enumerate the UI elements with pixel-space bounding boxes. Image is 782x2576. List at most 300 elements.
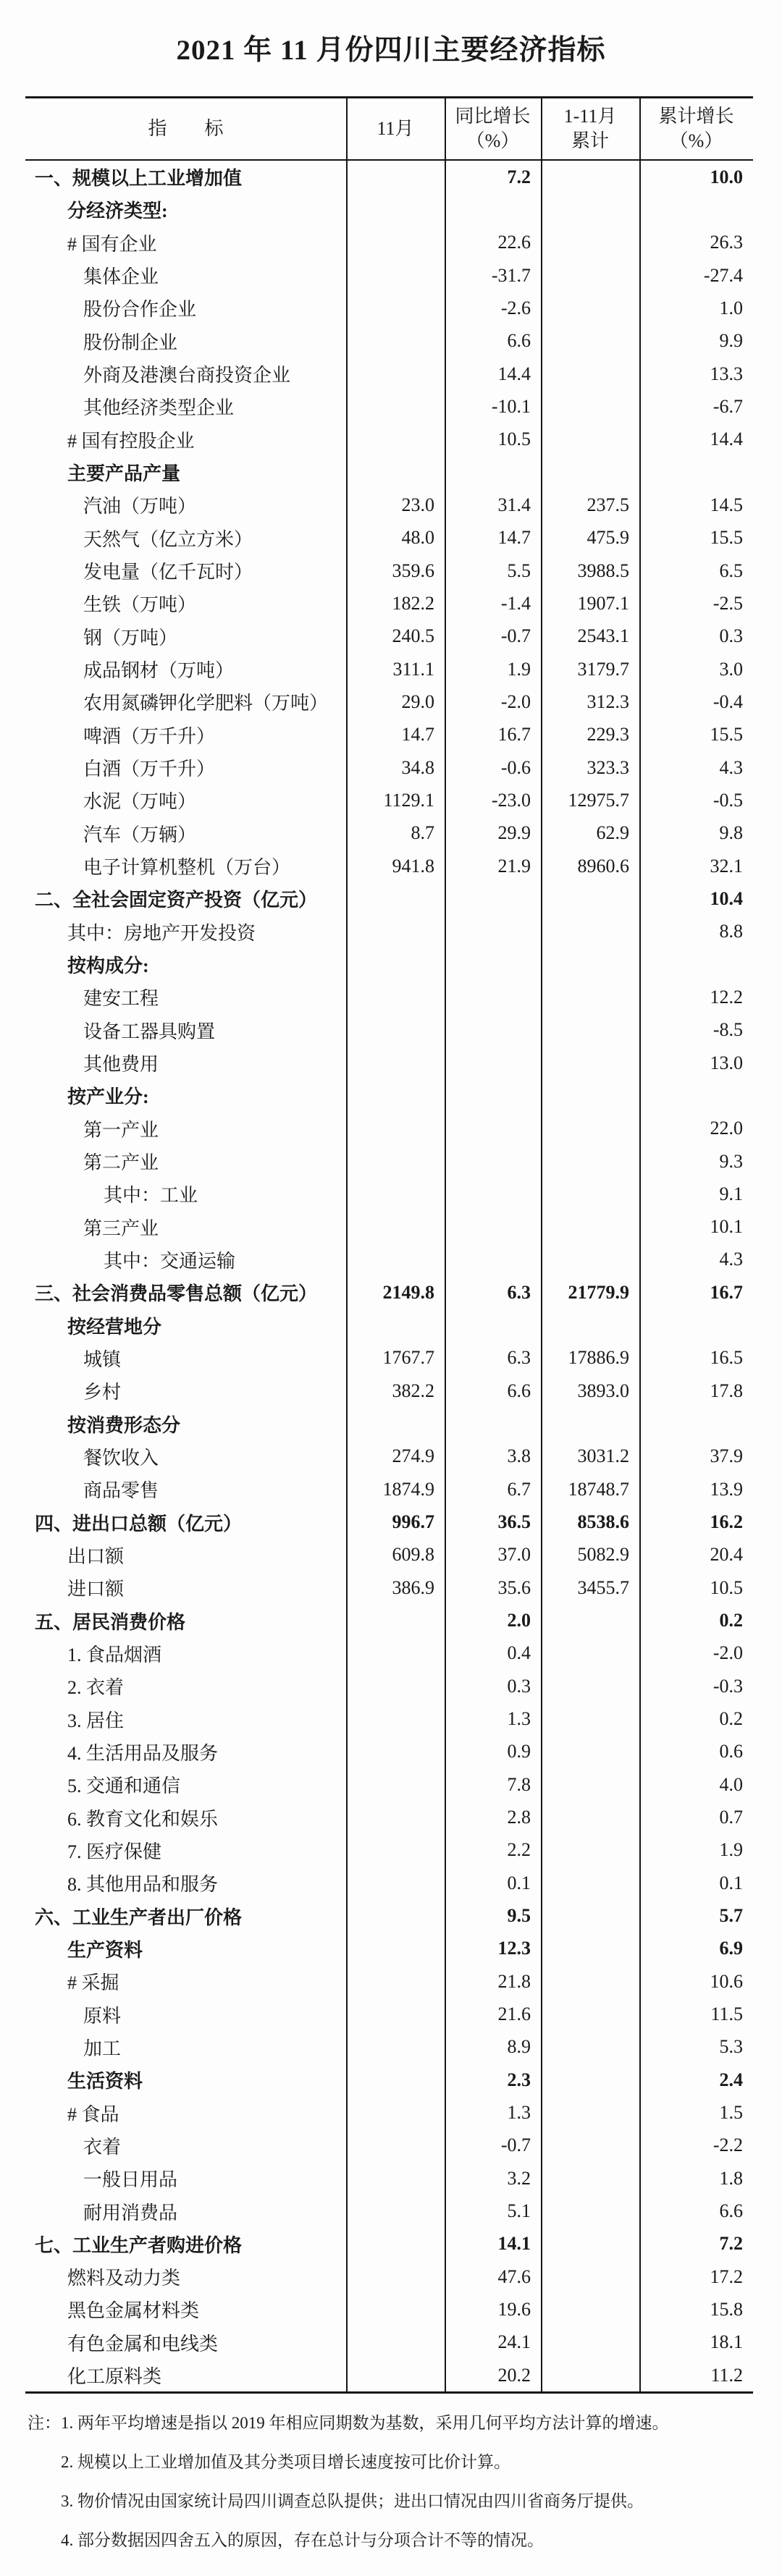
row-label: 水泥（万吨） [83,791,197,813]
cell-cumulative-growth: -0.5 [712,789,743,811]
row-label: 外商及港澳台商投资企业 [83,365,291,387]
row-label: 加工 [83,2037,122,2059]
header-cumulative-growth [639,98,753,159]
row-label: 化工原料类 [67,2366,162,2388]
cell-cumulative-growth: 11.2 [710,2364,743,2386]
table-row [25,916,753,948]
row-label: 有色金属和电线类 [67,2333,219,2355]
table-row [25,1276,753,1309]
row-label: 按经营地分 [67,1316,162,1338]
header-cum-line1: 1-11月 [563,106,617,127]
column-divider [445,98,446,2391]
cell-yoy-growth: 6.6 [507,330,531,352]
table-row [25,1867,753,1899]
table-row [25,981,753,1013]
table-row [25,2359,753,2391]
cell-cumulative-growth: 9.1 [719,1183,743,1204]
cell-yoy-growth: 6.6 [507,1380,531,1401]
cell-month-value: 240.5 [392,625,434,647]
table-row [25,1112,753,1145]
cell-yoy-growth: 8.9 [507,2036,531,2058]
row-label: 四、进出口总额（亿元） [35,1513,243,1534]
cell-cumulative-value: 21779.9 [568,1281,629,1303]
cell-cumulative-value: 3988.5 [577,559,629,581]
cell-cumulative-value: 3455.7 [577,1576,629,1598]
row-label: 乡村 [83,1382,122,1403]
row-label: 分经济类型: [67,200,168,222]
row-label: 4. 生活用品及服务 [67,1742,219,1764]
cell-yoy-growth: 36.5 [497,1511,531,1533]
row-label: 电子计算机整机（万台） [83,857,291,879]
footnote-prefix: 注： [28,2414,61,2433]
row-label: 按消费形态分 [67,1414,181,1436]
table-row [25,1604,753,1637]
row-label: 啤酒（万千升） [83,725,216,747]
header-cum-line2: 累计 [571,130,609,151]
cell-month-value: 996.7 [392,1511,434,1533]
cell-yoy-growth: 10.5 [497,428,531,450]
table-row [25,1211,753,1243]
cell-yoy-growth: 6.3 [507,1281,531,1303]
table-row [25,2031,753,2064]
cell-cumulative-value: 475.9 [586,527,629,549]
table-row [25,2293,753,2326]
row-label: 三、社会消费品零售总额（亿元） [35,1283,318,1305]
table-row [25,1965,753,1998]
cell-cumulative-growth: -2.5 [712,592,743,614]
cell-cumulative-growth: 14.5 [710,494,743,515]
table-row [25,751,753,784]
table-row [25,522,753,554]
header-yoy-line2: （%） [466,130,520,151]
row-label: 钢（万吨） [83,627,178,649]
cell-cumulative-value: 312.3 [586,691,629,712]
cell-yoy-growth: -31.7 [491,264,531,286]
cell-yoy-growth: 21.6 [497,2003,531,2025]
cell-cumulative-growth: 4.3 [719,1249,743,1270]
cell-cumulative-growth: -2.0 [712,1642,743,1664]
cell-cumulative-value: 229.3 [586,724,629,746]
cell-cumulative-growth: 10.1 [710,1216,743,1238]
table-row [25,2129,753,2162]
footnotes [28,2404,753,2560]
cell-month-value: 1767.7 [382,1347,434,1369]
table-row [25,390,753,423]
row-label: 餐饮收入 [83,1447,159,1469]
row-label: 六、工业生产者出厂价格 [35,1906,243,1928]
cell-cumulative-growth: 4.3 [719,756,743,778]
table-row [25,1702,753,1735]
cell-cumulative-growth: 10.6 [710,1970,743,1992]
cell-yoy-growth: -0.7 [500,2134,531,2156]
header-month-label: 11月 [377,118,414,139]
cell-cumulative-growth: 7.2 [719,2233,743,2255]
cell-month-value: 386.9 [392,1576,434,1598]
row-label: 其中：房地产开发投资 [67,922,256,944]
cell-cumulative-growth: 9.3 [719,1150,743,1172]
row-label: 生产资料 [67,1939,143,1961]
cell-cumulative-growth: 9.8 [719,822,743,844]
cell-cumulative-value: 8538.6 [577,1511,629,1533]
row-label: 集体企业 [83,266,159,288]
row-label: 按构成分: [67,955,149,977]
table-row [25,1145,753,1178]
cell-cumulative-growth: 5.3 [719,2036,743,2058]
row-label: 3. 居住 [67,1710,125,1731]
cell-cumulative-value: 3179.7 [577,658,629,680]
table-row [25,423,753,456]
cell-month-value: 359.6 [392,559,434,581]
table-row [25,358,753,390]
cell-cumulative-growth: 17.2 [710,2265,743,2287]
table-row [25,2162,753,2195]
cell-yoy-growth: 5.5 [507,559,531,581]
table-header [25,98,753,161]
cell-yoy-growth: 3.8 [507,1445,531,1467]
cell-cumulative-growth: 16.2 [710,1511,743,1533]
cell-cumulative-growth: 1.9 [719,1839,743,1861]
row-label: 股份制企业 [83,331,178,353]
cell-cumulative-growth: 5.7 [719,1905,743,1927]
table-row [25,1670,753,1702]
indicators-table [25,96,753,2394]
cell-yoy-growth: -0.7 [500,625,531,647]
row-label: 汽油（万吨） [83,496,197,518]
table-row [25,817,753,850]
cell-cumulative-growth: 6.5 [719,559,743,581]
row-label: # 采掘 [67,1972,119,1994]
footnote-text: 3. 物价情况由国家统计局四川调查总队提供；进出口情况由四川省商务厅提供。 [61,2492,644,2511]
cell-cumulative-growth: 11.5 [710,2003,743,2025]
table-row [25,1178,753,1210]
cell-yoy-growth: 2.3 [507,2069,531,2090]
cell-month-value: 274.9 [392,1445,434,1467]
table-row [25,2228,753,2260]
cell-cumulative-growth: 9.9 [719,330,743,352]
cell-cumulative-growth: 16.7 [710,1281,743,1303]
row-label: 原料 [83,2005,122,2027]
cell-yoy-growth: 14.7 [497,527,531,549]
row-label: 5. 交通和通信 [67,1775,181,1797]
row-label: 城镇 [83,1348,122,1370]
header-indicator-label: 指 标 [148,118,224,139]
row-label: # 国有控股企业 [67,430,195,452]
row-label: 设备工器具购置 [83,1021,216,1042]
table-row [25,882,753,915]
cell-cumulative-growth: 17.8 [710,1380,743,1401]
row-label: 7. 医疗保健 [67,1841,162,1862]
table-row [25,620,753,653]
cell-yoy-growth: 2.2 [507,1839,531,1861]
cell-month-value: 8.7 [411,822,434,844]
row-label: 其他经济类型企业 [83,397,235,419]
cell-cumulative-growth: 0.2 [719,1610,743,1631]
row-label: 一般日用品 [83,2169,178,2191]
cell-yoy-growth: 35.6 [497,1576,531,1598]
cell-cumulative-growth: 12.2 [710,986,743,1008]
row-label: 其中：工业 [104,1185,198,1207]
cell-month-value: 941.8 [392,855,434,877]
row-label: 发电量（亿千瓦时） [83,562,253,583]
row-label: 主要产品产量 [67,463,181,485]
cell-month-value: 382.2 [392,1380,434,1401]
table-row [25,554,753,587]
table-row [25,1899,753,1932]
row-label: 第三产业 [83,1217,159,1239]
cell-month-value: 48.0 [401,527,434,549]
cell-cumulative-value: 12975.7 [568,789,629,811]
row-label: 6. 教育文化和娱乐 [67,1808,219,1830]
cell-yoy-growth: 5.1 [507,2200,531,2221]
table-row [25,161,753,193]
cell-yoy-growth: 2.8 [507,1807,531,1828]
cell-yoy-growth: 20.2 [497,2364,531,2386]
cell-yoy-growth: 24.1 [497,2331,531,2353]
table-row [25,1834,753,1867]
cell-yoy-growth: 31.4 [497,494,531,515]
cell-cumulative-growth: 1.8 [719,2167,743,2189]
cell-cumulative-growth: 13.9 [710,1478,743,1500]
cell-cumulative-growth: 32.1 [710,855,743,877]
row-label: 建安工程 [83,988,159,1010]
table-row [25,456,753,489]
cell-month-value: 1129.1 [383,789,434,811]
row-label: 8. 其他用品和服务 [67,1874,219,1896]
cell-cumulative-growth: -0.3 [712,1675,743,1697]
cell-cumulative-value: 17886.9 [568,1347,629,1369]
header-yoy-growth [445,98,541,159]
row-label: 1. 食品烟酒 [67,1644,162,1665]
table-row [25,1407,753,1440]
table-row [25,850,753,882]
table-row [25,719,753,751]
cell-month-value: 311.1 [392,658,434,680]
cell-cumulative-value: 237.5 [586,494,629,515]
cell-cumulative-growth: 37.9 [710,1445,743,1467]
table-row [25,2326,753,2359]
table-row [25,1637,753,1670]
row-label: 黑色金属材料类 [67,2300,200,2322]
cell-cumulative-growth: 1.0 [719,297,743,318]
table-row [25,948,753,981]
row-label: 燃料及动力类 [67,2268,181,2289]
cell-cumulative-growth: 10.5 [710,1576,743,1598]
cell-cumulative-growth: 16.5 [710,1347,743,1369]
cell-yoy-growth: 0.3 [507,1675,531,1697]
header-month [346,98,445,159]
row-label: 二、全社会固定资产投资（亿元） [35,890,318,911]
cell-yoy-growth: 21.8 [497,1970,531,1992]
row-label: 第一产业 [83,1119,159,1141]
cell-cumulative-growth: 26.3 [710,232,743,253]
cell-cumulative-growth: 3.0 [719,658,743,680]
footnote-line [28,2482,753,2521]
row-label: 生铁（万吨） [83,594,197,616]
cell-yoy-growth: -2.0 [500,691,531,712]
table-row [25,1998,753,2030]
row-label: 第二产业 [83,1152,159,1173]
cell-yoy-growth: 6.7 [507,1478,531,1500]
cell-cumulative-growth: 2.4 [719,2069,743,2090]
row-label: 2. 衣着 [67,1677,125,1699]
cell-cumulative-growth: -0.4 [712,691,743,712]
table-row [25,1539,753,1571]
cell-cumulative-growth: 6.6 [719,2200,743,2221]
cell-month-value: 29.0 [401,691,434,712]
table-row [25,292,753,324]
cell-cumulative-growth: 0.6 [719,1741,743,1762]
cell-cumulative-growth: 15.8 [710,2298,743,2320]
table-row [25,2195,753,2227]
cell-cumulative-growth: 13.0 [710,1052,743,1073]
cell-cumulative-growth: 8.8 [719,921,743,942]
table-row [25,587,753,620]
table-row [25,784,753,816]
row-label: 按产业分: [67,1086,149,1108]
cell-yoy-growth: 6.3 [507,1347,531,1369]
cell-yoy-growth: 12.3 [497,1938,531,1959]
cell-cumulative-growth: 20.4 [710,1544,743,1566]
cell-month-value: 1874.9 [382,1478,434,1500]
page-title: 2021 年 11 月份四川主要经济指标 [176,35,606,66]
row-label: 进口额 [67,1579,125,1600]
column-divider [346,98,348,2391]
footnote-line [28,2521,753,2560]
cell-cumulative-growth: 13.3 [710,363,743,384]
column-divider [541,98,542,2391]
row-label: 一、规模以上工业增加值 [35,168,243,190]
cell-cumulative-growth: 15.5 [710,527,743,549]
table-row [25,685,753,718]
cell-yoy-growth: 29.9 [497,822,531,844]
row-label: 其中：交通运输 [104,1250,236,1272]
cell-yoy-growth: -23.0 [491,789,531,811]
cell-cumulative-value: 2543.1 [577,625,629,647]
row-label: 衣着 [83,2136,122,2158]
cell-yoy-growth: 19.6 [497,2298,531,2320]
row-label: 生活资料 [67,2071,143,2093]
cell-cumulative-value: 3031.2 [577,1445,629,1467]
cell-yoy-growth: -10.1 [491,395,531,417]
cell-cumulative-growth: 22.0 [710,1118,743,1139]
header-cumulative [541,98,639,159]
footnote-line [28,2404,753,2443]
cell-cumulative-value: 3893.0 [577,1380,629,1401]
table-row [25,1736,753,1768]
cell-month-value: 182.2 [392,592,434,614]
cell-yoy-growth: 7.2 [507,166,531,187]
row-label: 白酒（万千升） [83,759,216,780]
table-row [25,2064,753,2096]
cell-yoy-growth: 22.6 [497,232,531,253]
table-row [25,1768,753,1801]
table-row [25,1571,753,1604]
row-label: 天然气（亿立方米） [83,528,253,550]
cell-cumulative-growth: 6.9 [719,1938,743,1959]
footnote-text: 4. 部分数据因四舍五入的原因，存在总计与分项合计不等的情况。 [61,2531,544,2550]
row-label: 汽车（万辆） [83,824,197,845]
cell-cumulative-growth: 10.0 [710,166,743,187]
table-row [25,1801,753,1833]
table-row [25,1309,753,1341]
table-row [25,1342,753,1374]
table-row [25,325,753,358]
row-label: 股份合作企业 [83,299,197,321]
cell-yoy-growth: -0.6 [500,756,531,778]
cell-month-value: 23.0 [401,494,434,515]
cell-cumulative-value: 62.9 [596,822,629,844]
row-label: 商品零售 [83,1480,159,1502]
table-row [25,227,753,259]
cell-yoy-growth: 1.3 [507,1708,531,1730]
cell-yoy-growth: 21.9 [497,855,531,877]
cell-cumulative-growth: -6.7 [712,395,743,417]
table-row [25,653,753,685]
row-label: 出口额 [67,1545,125,1567]
table-row [25,1506,753,1538]
cell-cumulative-growth: 0.1 [719,1872,743,1893]
table-row [25,2096,753,2129]
cell-cumulative-growth: 0.2 [719,1708,743,1730]
cell-cumulative-growth: 1.5 [719,2102,743,2124]
row-label: 五、居民消费价格 [35,1611,186,1633]
header-yoy-line1: 同比增长 [455,106,531,127]
cell-month-value: 2149.8 [382,1281,434,1303]
header-indicator [25,98,346,159]
table-row [25,489,753,521]
cell-cumulative-value: 323.3 [586,756,629,778]
cell-cumulative-growth: 14.4 [710,428,743,450]
footnote-text: 2. 规模以上工业增加值及其分类项目增长速度按可比价计算。 [61,2453,510,2472]
row-label: # 食品 [67,2103,119,2125]
cell-yoy-growth: 1.9 [507,658,531,680]
cell-yoy-growth: 16.7 [497,724,531,746]
cell-cumulative-growth: -27.4 [703,264,743,286]
table-row [25,2260,753,2293]
cell-cumulative-growth: 0.7 [719,1807,743,1828]
row-label: 耐用消费品 [83,2202,178,2224]
cell-yoy-growth: 0.4 [507,1642,531,1664]
table-row [25,1243,753,1276]
cell-yoy-growth: -2.6 [500,297,531,318]
cell-yoy-growth: 0.1 [507,1872,531,1893]
cell-yoy-growth: 1.3 [507,2102,531,2124]
cell-month-value: 14.7 [401,724,434,746]
cell-yoy-growth: 9.5 [507,1905,531,1927]
cell-cumulative-value: 1907.1 [577,592,629,614]
cell-cumulative-growth: 0.3 [719,625,743,647]
footnote-line [28,2443,753,2482]
footnote-text: 1. 两年平均增速是指以 2019 年相应同期数为基数，采用几何平均方法计算的增速。 [61,2414,669,2433]
header-cumg-line2: （%） [669,130,723,151]
cell-cumulative-growth: 10.4 [710,887,743,909]
cell-cumulative-value: 8960.6 [577,855,629,877]
cell-yoy-growth: 14.1 [497,2233,531,2255]
table-row [25,1440,753,1473]
cell-yoy-growth: 2.0 [507,1610,531,1631]
cell-cumulative-growth: 15.5 [710,724,743,746]
table-row [25,1933,753,1965]
table-row [25,193,753,226]
cell-month-value: 34.8 [401,756,434,778]
table-row [25,1014,753,1047]
table-row [25,1079,753,1112]
cell-cumulative-value: 5082.9 [577,1544,629,1566]
cell-cumulative-growth: -2.2 [712,2134,743,2156]
row-label: # 国有企业 [67,233,157,255]
table-row [25,1374,753,1407]
cell-yoy-growth: -1.4 [500,592,531,614]
